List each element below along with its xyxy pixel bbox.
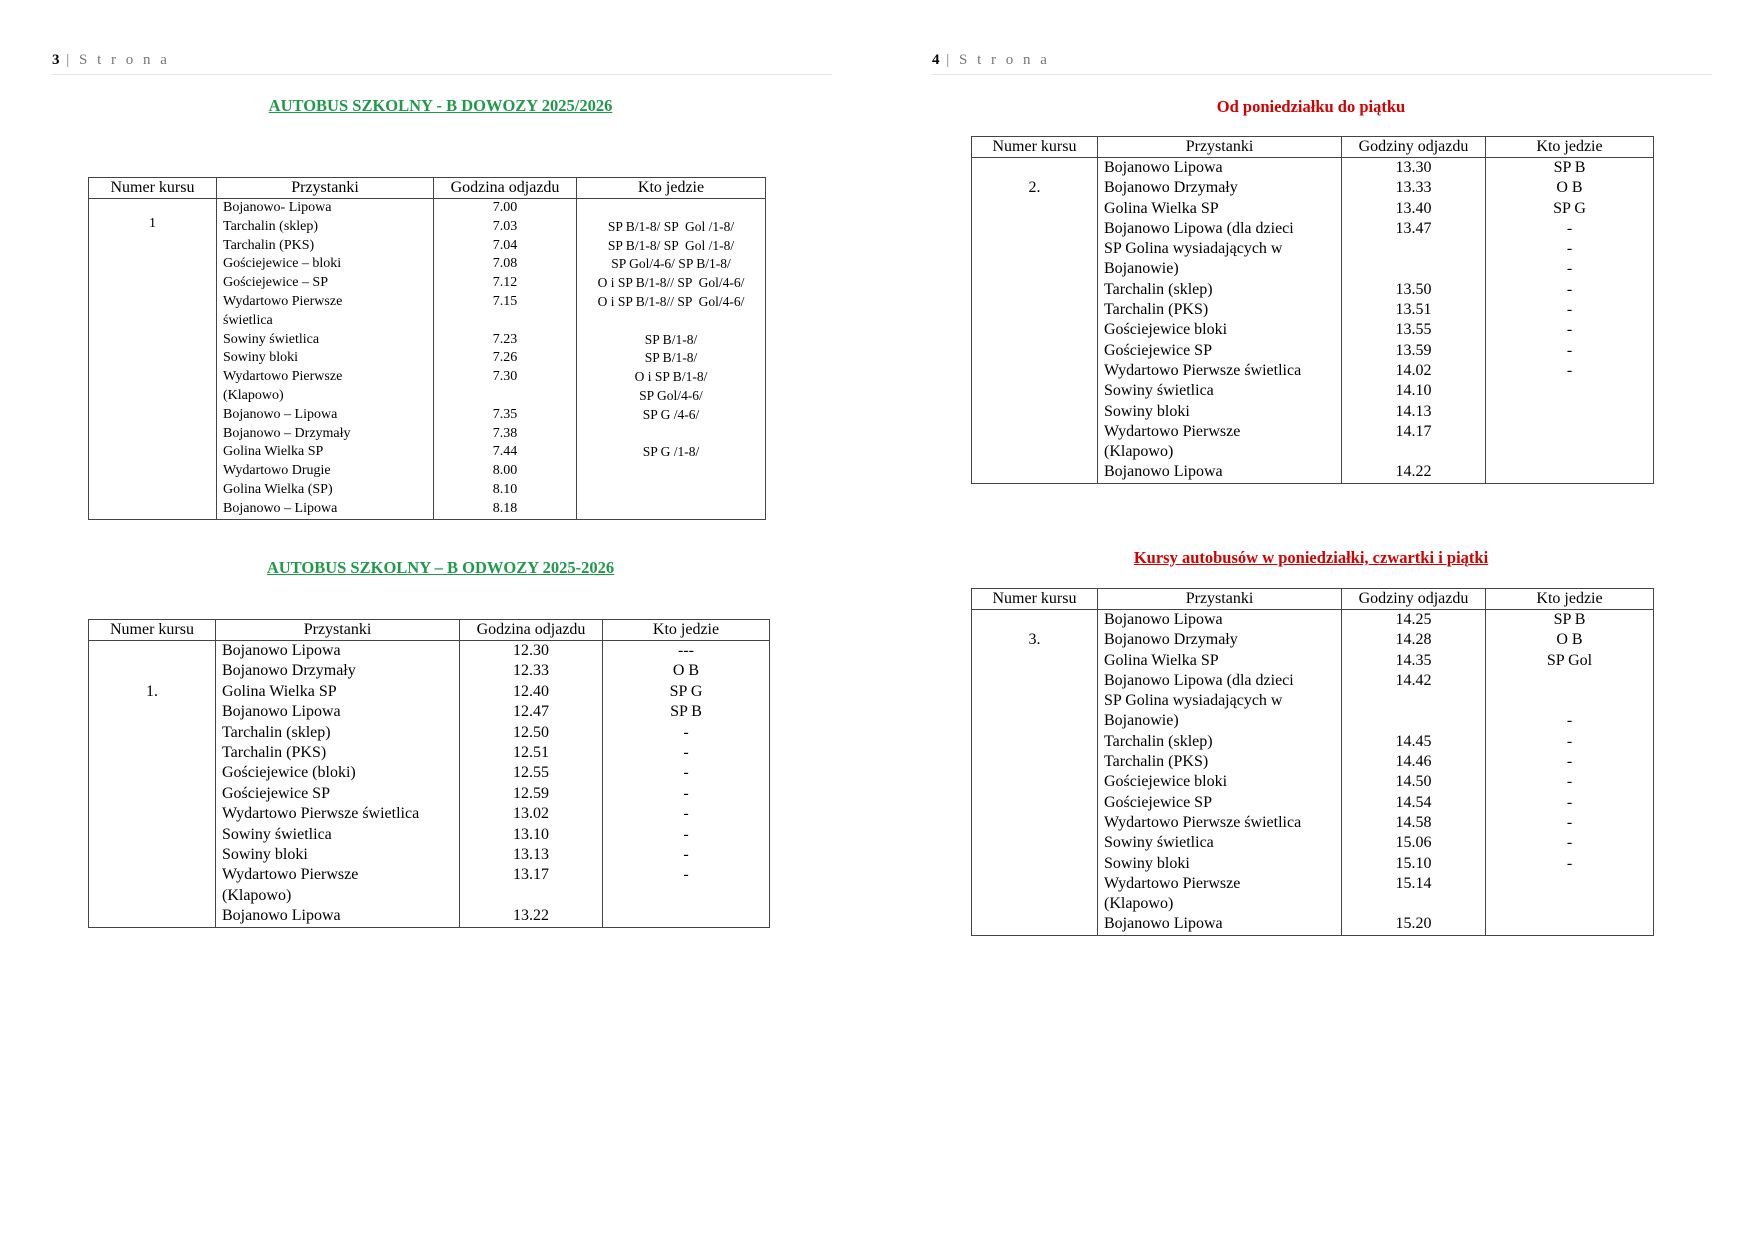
column-header: Kto jedzie [603,620,770,641]
column-header: Kto jedzie [577,178,766,199]
column-header: Godzina odjazdu [434,178,577,199]
column-header: Kto jedzie [1486,137,1654,158]
page-label: | S t r o n a [66,52,170,68]
stops-list: Bojanowo Lipowa Bojanowo Drzymały Golina Wielka SP Bojanowo Lipowa (dla dzieci SP Golina wysiadających w Bojanowie) Tarchalin (sklep) Tarchalin (PKS) Gościejewice bloki Gościejewice SP Wydartowo Pierwsze świetlica Sowiny świetlica Sowiny bloki Wydartowo Pierwsze (Klapowo) Bojanowo Lipowa [1098,610,1342,936]
page-number: 3 [52,52,60,68]
page-number: 4 [932,52,940,68]
page-label: | S t r o n a [946,52,1050,68]
times-list: 12.30 12.33 12.40 12.47 12.50 12.51 12.55 12.59 13.02 13.10 13.13 13.17 13.22 [460,641,603,928]
times-list: 14.25 14.28 14.35 14.42 14.45 14.46 14.50 14.54 14.58 15.06 15.10 15.14 15.20 [1342,610,1486,936]
column-header: Przystanki [217,178,434,199]
page-header-left [52,52,170,69]
dowozy-title: AUTOBUS SZKOLNY - B DOWOZY 2025/2026 [268,96,613,115]
header-divider [932,74,1712,75]
odwozy-title: AUTOBUS SZKOLNY – B ODWOZY 2025-2026 [266,558,615,577]
column-header: Numer kursu [89,178,217,199]
riders-list: SP B O B SP Gol - - - - - - - - [1486,610,1654,936]
page-header-right [932,52,1050,69]
column-header: Godziny odjazdu [1342,589,1486,610]
course-number: 1. [89,641,216,928]
stops-list: Bojanowo Lipowa Bojanowo Drzymały Golina Wielka SP Bojanowo Lipowa (dla dzieci SP Golina wysiadających w Bojanowie) Tarchalin (sklep) Tarchalin (PKS) Gościejewice bloki Gościejewice SP Wydartowo Pierwsze świetlica Sowiny świetlica Sowiny bloki Wydartowo Pierwsze (Klapowo) Bojanowo Lipowa [1098,158,1342,484]
column-header: Przystanki [1098,589,1342,610]
column-header: Numer kursu [89,620,216,641]
column-header: Numer kursu [972,589,1098,610]
stops-list: Bojanowo- Lipowa Tarchalin (sklep) Tarchalin (PKS) Gościejewice – bloki Gościejewice – SP Wydartowo Pierwsze świetlica Sowiny świetlica Sowiny bloki Wydartowo Pierwsze (Klapowo) Bojanowo – Lipowa Bojanowo – Drzymały Golina Wielka SP Wydartowo Drugie Golina Wielka (SP) Bojanowo – Lipowa [217,199,434,520]
column-header: Przystanki [1098,137,1342,158]
column-header: Godzina odjazdu [460,620,603,641]
riders-list: --- O B SP G SP B - - - - - - - - [603,641,770,928]
course-number: 1 [89,199,217,520]
weekday-title: Od poniedziałku do piątku [1216,97,1406,116]
times-list: 13.30 13.33 13.40 13.47 13.50 13.51 13.55 13.59 14.02 14.10 14.13 14.17 14.22 [1342,158,1486,484]
course-number: 2. [972,158,1098,484]
mon-thu-fri-title: Kursy autobusów w poniedziałki, czwartki i piątki [1133,548,1489,567]
header-divider [52,74,832,75]
times-list: 7.00 7.03 7.04 7.08 7.12 7.15 7.23 7.26 7.30 7.35 7.38 7.44 8.00 8.10 8.18 [434,199,577,520]
mon-thu-fri-table [971,588,1654,936]
odwozy-table [88,619,770,928]
stops-list: Bojanowo Lipowa Bojanowo Drzymały Golina Wielka SP Bojanowo Lipowa Tarchalin (sklep) Tarchalin (PKS) Gościejewice (bloki) Gościejewice SP Wydartowo Pierwsze świetlica Sowiny świetlica Sowiny bloki Wydartowo Pierwsze (Klapowo) Bojanowo Lipowa [216,641,460,928]
column-header: Godziny odjazdu [1342,137,1486,158]
column-header: Kto jedzie [1486,589,1654,610]
dowozy-table [88,177,766,520]
column-header: Przystanki [216,620,460,641]
riders-list: SP B/1-8/ SP Gol /1-8/ SP B/1-8/ SP Gol /1-8/ SP Gol/4-6/ SP B/1-8/ O i SP B/1-8// SP Gol/4-6/ O i SP B/1-8// SP Gol/4-6/ SP B/1-8/ SP B/1-8/ O i SP B/1-8/ SP Gol/4-6/ SP G /4-6/ SP G /1-8/ [577,199,766,520]
riders-list: SP B O B SP G - - - - - - - - [1486,158,1654,484]
column-header: Numer kursu [972,137,1098,158]
weekday-table [971,136,1654,484]
course-number: 3. [972,610,1098,936]
